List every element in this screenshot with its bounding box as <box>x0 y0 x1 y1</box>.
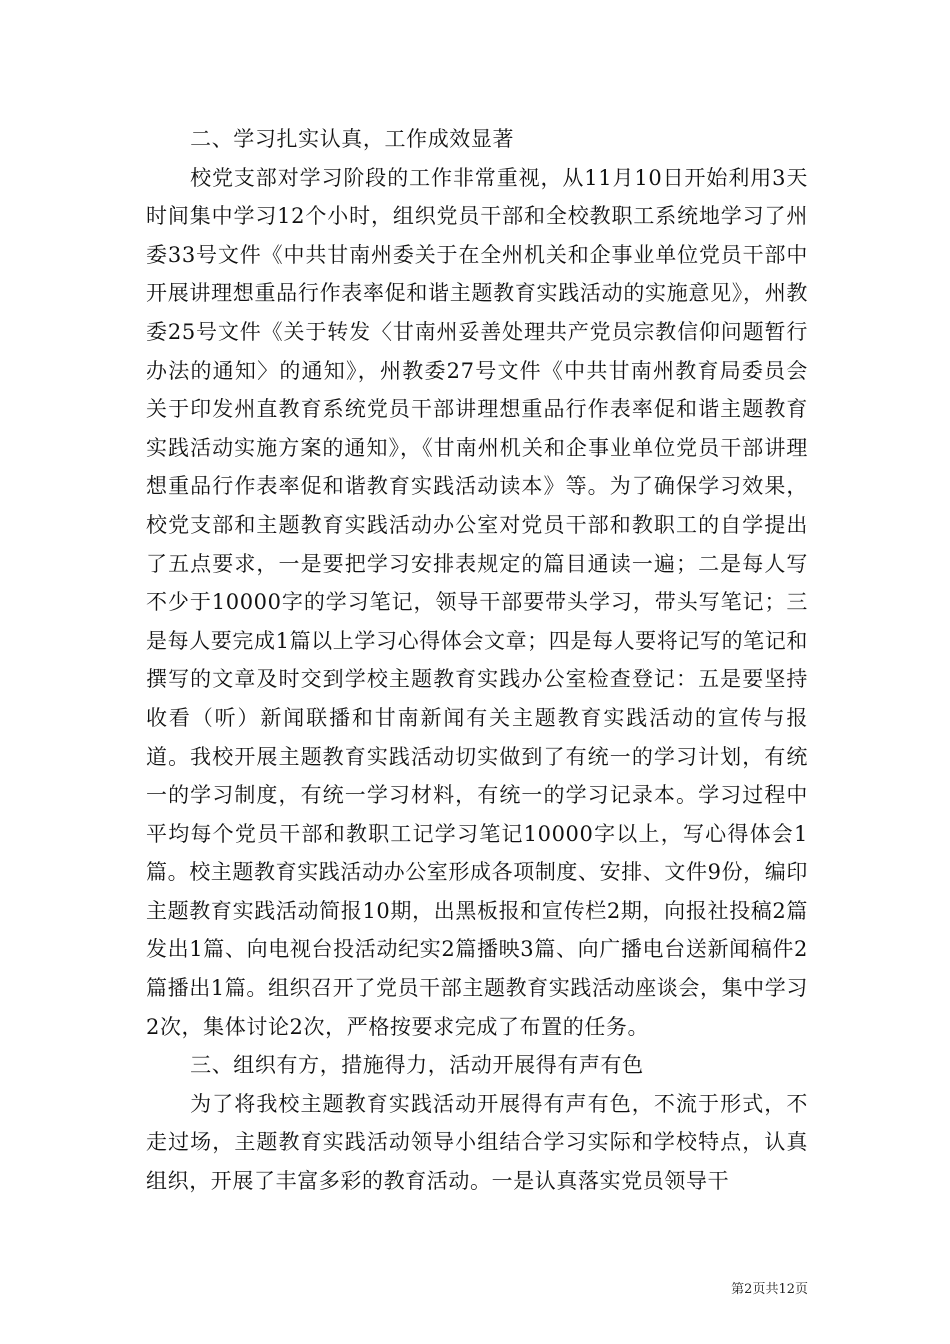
section-3-paragraph: 为了将我校主题教育实践活动开展得有声有色，不流于形式，不走过场，主题教育实践活动领导小组结合学习实际和学校特点，认真组织，开展了丰富多彩的教育活动。一是认真落实党员领导干 <box>146 1091 808 1194</box>
page-number-footer: 第2页共12页 <box>731 1282 808 1297</box>
section-3-heading: 三、组织有方，措施得力，活动开展得有声有色 <box>190 1053 644 1078</box>
document-body <box>146 120 808 1201</box>
section-2-paragraph: 校党支部对学习阶段的工作非常重视，从11月10日开始利用3天时间集中学习12个小时，组织党员干部和全校教职工系统地学习了州委33号文件《中共甘南州委关于在全州机关和企事业单位党员干部中开展讲理想重品行作表率促和谐主题教育实践活动的实施意见》，州教委25号文件《关于转发〈甘南州妥善处理共产党员宗教信仰问题暂行办法的通知〉的通知》，州教委27号文件《中共甘南州教育局委员会关于印发州直教育系统党员干部讲理想重品行作表率促和谐主题教育实践活动实施方案的通知》，《甘南州机关和企事业单位党员干部讲理想重品行作表率促和谐教育实践活动读本》等。为了确保学习效果，校党支部和主题教育实践活动办公室对党员干部和教职工的自学提出了五点要求，一是要把学习安排表规定的篇目通读一遍；二是每人写不少于10000字的学习笔记，领导干部要带头学习，带头写笔记；三是每人要完成1篇以上学习心得体会文章；四是每人要将记写的笔记和撰写的文章及时交到学校主题教育实践办公室检查登记：五是要坚持收看（听）新闻联播和甘南新闻有关主题教育实践活动的宣传与报道。我校开展主题教育实践活动切实做到了有统一的学习计划，有统一的学习制度，有统一学习材料，有统一的学习记录本。学习过程中平均每个党员干部和教职工记学习笔记10000字以上，写心得体会1篇。校主题教育实践活动办公室形成各项制度、安排、文件9份，编印主题教育实践活动简报10期，出黑板报和宣传栏2期，向报社投稿2篇发出1篇、向电视台投活动纪实2篇播映3篇、向广播电台送新闻稿件2篇播出1篇。组织召开了党员干部主题教育实践活动座谈会，集中学习2次，集体讨论2次，严格按要求完成了布置的任务。 <box>146 165 808 1039</box>
section-2-heading: 二、学习扎实认真，工作成效显著 <box>190 127 515 151</box>
